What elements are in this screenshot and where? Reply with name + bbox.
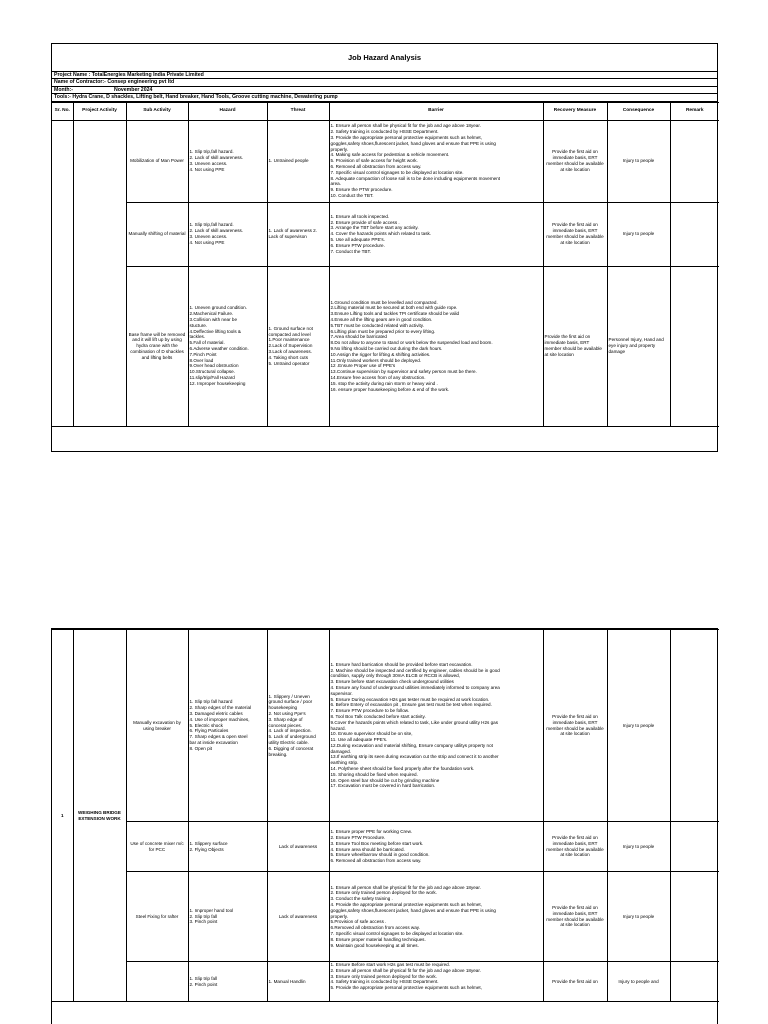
list-line: 6.Adverse weather condition. (189, 346, 249, 352)
list-line: 14. Polythene sheet should be fixed properly after the foundation work. (330, 766, 475, 772)
list-line: 3. Uneven access. (189, 234, 228, 240)
consequence-cell: Injury to people (607, 630, 670, 822)
list-line: 9.Cover the hazards points which related to task, Like under ground utility H2s gas (330, 719, 499, 725)
recovery-measure-cell: Provide the first aid on immediate basis, ERT member should be available at site location (543, 120, 607, 202)
list-line: condition, supply only through 30mA ELCB or RCCB is allowed, (330, 673, 460, 679)
list-line: 3. Sharp edge of (268, 716, 303, 722)
threat-list (269, 158, 328, 164)
list-line: utility Electric cable. (268, 739, 309, 745)
list-line: 3. Ensure only trained person deployed for the work. (330, 973, 437, 979)
threat-cell (267, 120, 329, 202)
threat-list (269, 326, 328, 367)
list-line: housekeeping (268, 705, 298, 711)
list-line: 11.slip/trip/Fall Hazard (189, 375, 235, 381)
list-line: 4. Lack of inspection. (268, 728, 312, 734)
list-line: 4. Ensure area should be barricated. (330, 846, 405, 852)
list-line: 5. Lack of underground (268, 734, 316, 740)
hazard-cell (188, 630, 267, 822)
list-line: 12 .Ensure Proper use of PPE's (330, 363, 396, 369)
remark-cell (670, 872, 719, 962)
threat-list (269, 979, 328, 985)
consequence-cell: Injury to people (607, 120, 670, 202)
consequence-cell: Injury to people (607, 202, 670, 266)
list-line: 14.Ensure free access from of any obstruction. (330, 375, 426, 381)
list-line: 10.Structural collapse. (189, 369, 235, 375)
header-barrier: Barrier (329, 102, 543, 120)
hazard-cell (188, 872, 267, 962)
header-consequence: Consequence (607, 102, 670, 120)
remark-cell (670, 202, 719, 266)
list-line: 2. Flying Objects (189, 846, 224, 852)
jha-table-page-1 (52, 102, 719, 427)
consequence-cell: Injury to people (607, 822, 670, 872)
hazard-cell (188, 962, 267, 1002)
list-line: 6. Before Entery of excavation pit , Ensure gas test must be test when required. (330, 702, 492, 708)
list-line: 5.Provision of safe access . (330, 919, 387, 925)
consequence-cell: Personnel Injury, Hand and eye injury and property damage (607, 266, 670, 426)
list-line: 2. Lack of skill awareness. (189, 155, 244, 161)
list-line: 2. Machine should be inspected and certified by engineer, cables should be in good (330, 667, 500, 673)
list-line: 1. Ensure all person shall be physical fit for the job and age above 18year. (330, 123, 481, 129)
list-line: 16. ensure proper housekeeping before & end of the work. (330, 386, 450, 392)
list-line: 17. Excavation must be covered in hard barrication. (330, 783, 436, 789)
recovery-measure-cell: Provide the first aid on (543, 962, 607, 1002)
recovery-measure-cell: Provide the first aid on immediate basis, ERT member should be available at site location (543, 202, 607, 266)
threat-cell (267, 630, 329, 822)
recovery-measure-cell: Provide the first aid on immediate basis, ERT member should be available at site location (543, 872, 607, 962)
table-row (52, 202, 719, 266)
consequence-cell: Injury to people and (607, 962, 670, 1002)
jha-sheet-page-1 (51, 43, 718, 452)
month-line (52, 87, 717, 94)
hazard-cell (188, 120, 267, 202)
month-value: November 2024 (114, 86, 153, 93)
project-activity-cell: WEIGHING BRIDGE EXTENSION WORK (73, 630, 126, 1002)
list-line: 4. Use of improper machines, (189, 716, 250, 722)
hazard-list (190, 222, 266, 245)
header-sub-activity: Sub Activity (126, 102, 188, 120)
barrier-list (331, 300, 542, 393)
list-line: 1. Ensure proper PPE for working Crew. (330, 829, 412, 835)
remark-cell (670, 630, 719, 822)
list-line: Lack of awareness (278, 913, 318, 919)
list-line: 1. Untrained people (268, 158, 309, 164)
remark-cell (670, 962, 719, 1002)
project-name: Project Name : TotalEnergies Marketing India Private Limited (52, 72, 717, 79)
list-line: 1. Slip trip,fall hazard. (189, 222, 234, 228)
list-line: 3.Collision with near be (189, 317, 237, 323)
list-line: 1. Ensure hard barrication should be provided before start excavation. (330, 661, 473, 667)
threat-cell (267, 202, 329, 266)
table-row (52, 630, 719, 822)
table-row (52, 266, 719, 426)
list-line: 6.Lifting plan must be prepared prior to every lifting. (330, 328, 436, 334)
list-line: 3. Uneven access. (189, 161, 228, 167)
list-line: 1.Ground condition must be levelled and compacted. (330, 299, 438, 305)
barrier-cell (329, 120, 543, 202)
list-line: 9.No lifting should be carried out during the dark hours. (330, 346, 443, 352)
threat-list (269, 914, 328, 920)
barrier-cell (329, 872, 543, 962)
hazard-cell (188, 822, 267, 872)
list-line: 6. Removed all obstraction from access way. (330, 858, 422, 864)
table-header-row (52, 102, 719, 120)
barrier-list (331, 214, 542, 255)
list-line: 1. Slip trip fall hazard (189, 699, 233, 705)
barrier-list (331, 123, 542, 198)
table-row (52, 872, 719, 962)
list-line: 2.Lifting material must be secured at both end with guide rope. (330, 305, 458, 311)
list-line: 7. Ensure PTW procedure to be follow. (330, 708, 410, 714)
list-line: 3.Ensure Lifting tools and tackles TPI certificate should be valid (330, 311, 460, 317)
list-line: 4.Deffective lifting tools & (189, 328, 241, 334)
threat-list (269, 844, 328, 850)
list-line: 8. Open pit (189, 745, 212, 751)
header-sr-no: Sr. No. (52, 102, 73, 120)
list-line: 10. Ensure supervisor should be on site, (330, 731, 413, 737)
jha-sheet-page-2 (51, 628, 718, 1024)
list-line: 12. Improper housekeeping (189, 380, 246, 386)
list-line: 1. Slip trip,fall hazard. (189, 149, 234, 155)
list-line: 2. Not using Ppe's (268, 711, 306, 716)
list-line: 3. Ensure Tool Box meeting before start work. (330, 840, 424, 846)
list-line: goggles,safety shoes,flurescent jacket, hand gloves and ensure that PPE is using (330, 140, 496, 146)
list-line: 1. Slip trip fall (189, 975, 218, 981)
list-line: 2. Sharp edges of the material (189, 705, 252, 711)
list-line: 15. Shoring should be fixed when required. (330, 771, 418, 777)
list-line: 4. Ensure any found of underground utilities immediately informed to company area (330, 684, 500, 690)
list-line: 5.TBT must be conducted related with activity. (330, 322, 425, 328)
remark-cell (670, 822, 719, 872)
list-line: 3. Conduct the safety training . (330, 896, 393, 902)
sub-activity-cell (126, 962, 188, 1002)
list-line: 4. Making safe access for pedestrian & vehicle movement. (330, 152, 450, 158)
barrier-list (331, 962, 542, 991)
hazard-list (190, 976, 266, 988)
list-line: 8. Ensure proper material handling techniques. (330, 936, 426, 942)
sub-activity-cell: Use of concrete mixer m/c for PCC (126, 822, 188, 872)
list-line: 3. Damaged eletric cables (189, 711, 243, 716)
month-label: Month:- (54, 86, 74, 93)
list-line: 2. Lack of skill awareness. (189, 228, 244, 234)
header-hazard: Hazard (188, 102, 267, 120)
sub-activity-cell: Steel Fixing for rafter (126, 872, 188, 962)
list-line: Lack of awareness (278, 843, 318, 849)
sub-activity-cell: Manually excavation by using breaker (126, 630, 188, 822)
list-line: 8. Tool Box Talk conducted before start activity. (330, 713, 426, 719)
recovery-measure-cell: Provide the first aid on immediate basis, ERT member should be available at site location (543, 822, 607, 872)
list-line: 16. Open steel bar should be cut by grinding machine (330, 777, 440, 783)
list-line: 6. Digging of concerat (268, 745, 314, 751)
sub-activity-cell: Base frame will be removed and it will lift up by using hydra crane with the combination of D shackles and lifting belts (126, 266, 188, 426)
list-line: 4. Provide the appropriate personal protective equipments such as helmet, (330, 902, 482, 907)
sub-activity-cell: Mobilization of Man Power (126, 120, 188, 202)
list-line: 1. Slippery / Uneven (268, 693, 310, 699)
list-line: 12.During excavation and material shifting, Ensure company utilitys property not (330, 742, 493, 748)
hazard-list (190, 699, 266, 751)
list-line: 4.Ensure all the lifting gears are in good condition. (330, 317, 433, 323)
threat-cell (267, 266, 329, 426)
sr-no-cell (52, 120, 73, 426)
table-row (52, 120, 719, 202)
list-line: goggles,safety shoes,flurescent jacket, hand gloves and ensure that PPE is using (330, 907, 496, 913)
table-row (52, 962, 719, 1002)
list-line: 5. Electric shock (189, 722, 223, 728)
list-line: concerat pieces. (268, 722, 302, 728)
barrier-cell (329, 962, 543, 1002)
barrier-list (331, 885, 542, 949)
list-line: 8.Over load (189, 357, 214, 363)
list-line: 2.Machenical Failure. (189, 311, 234, 317)
sub-activity-cell: Manually shifting of material (126, 202, 188, 266)
document-title: Job Hazard Analysis (52, 44, 717, 72)
list-line: 2. Ensure PTW Procedure. (330, 834, 386, 840)
barrier-cell (329, 822, 543, 872)
list-line: bar at inside excavation (189, 739, 238, 745)
list-line: 9. Ensure the PTW procedure. (330, 187, 393, 193)
list-line: 7. Specific visual control signages to be displayed at location site. (330, 930, 464, 936)
hazard-list (190, 305, 266, 386)
list-line: 10. Conduct the TBT. (330, 192, 374, 198)
list-line: 1. Manual Handlin (268, 978, 306, 984)
list-line: Lack of supervison (268, 234, 307, 240)
list-line: 13.If earthing strip its seen during excavation cut the strip and connect it to another (330, 754, 499, 760)
list-line: 6. Ensure PTW procedure. (330, 242, 385, 248)
list-line: 5.Fall of material. (189, 340, 225, 346)
list-line: 3. Arrange the TBT before start any activity. (330, 225, 419, 231)
list-line: 1. Uneven ground condition. (189, 305, 247, 311)
list-line: breaking. (268, 751, 288, 757)
table-row (52, 822, 719, 872)
threat-cell (267, 822, 329, 872)
list-line: 5. Use all adequate PPE's. (330, 236, 386, 242)
project-activity-cell (73, 120, 126, 426)
barrier-cell (329, 630, 543, 822)
list-line: 3.Lack of awareness. (268, 348, 312, 354)
list-line: earthing strip. (330, 760, 359, 766)
tools-line: Tools:- Hydra Crane, D shackles, Lifting belt, Hand breaker, Hand Tools, Groove cutting machine, Dewatering pump (52, 94, 717, 101)
barrier-cell (329, 266, 543, 426)
list-line: 2. Slip trip fall (189, 913, 218, 919)
list-line: 4. Taking short cuts (268, 354, 308, 360)
remark-cell (670, 266, 719, 426)
header-remark: Remark (670, 102, 719, 120)
list-line: 6.Removed all obstraction from access way. (330, 925, 421, 931)
list-line: 2. Safety training is conducted by HSSE Department. (330, 129, 439, 135)
list-line: 5. Untraind operator (268, 360, 310, 366)
list-line: 4. Safety training is conducted by HSSE Department. (330, 979, 439, 985)
list-line: damaged. (330, 748, 351, 754)
list-line: ground surface / poor (268, 699, 313, 705)
list-line: 9.Over head obstruction (189, 363, 239, 369)
barrier-list (331, 662, 542, 790)
list-line: tackles. (189, 334, 206, 340)
list-line: 5. Provide the appropriate personal protective equipments such as helmet, (330, 985, 482, 991)
threat-cell (267, 872, 329, 962)
list-line: hazard. (330, 725, 346, 731)
hazard-list (190, 841, 266, 853)
list-line: 13.Continue supervision by supervisor and safety person must be there. (330, 369, 477, 375)
list-line: 4. Not using PPE (189, 239, 225, 245)
list-line: 3. Pinch point (189, 919, 218, 925)
list-line: area. (330, 181, 341, 187)
list-line: properly. (330, 146, 349, 152)
header-project-activity: Project Activity (73, 102, 126, 120)
list-line: 1. Ground surface not (268, 325, 313, 331)
list-line: 7. Sharp edges & open steel (189, 734, 248, 740)
header-recovery-measure: Recovery Measure (543, 102, 607, 120)
threat-cell (267, 962, 329, 1002)
list-line: 5. Ensure During excavation H2s gas tester must be required at work location. (330, 696, 490, 702)
list-line: 10.Assign the rigger for lifting & shifting activities. (330, 351, 431, 357)
list-line: 7.Pinch Point (189, 351, 217, 357)
list-line: 2. Ensure provide of safe access . (330, 219, 400, 225)
list-line: 9. Maintain good housekeeping at all times. (330, 942, 419, 948)
list-line: properly. (330, 913, 349, 919)
list-line: 8.Do not allow to anyone to stand or work below the suspended load and boom. (330, 340, 493, 346)
list-line: supervisor. (330, 690, 353, 696)
list-line: 1. Improper hand tool (189, 907, 234, 913)
list-line: 7. Conduct the TBT. (330, 248, 372, 254)
sr-no-cell: 1 (52, 630, 73, 1002)
list-line: 1. Ensure all person shall be physical fit for the job and age above 18year. (330, 884, 481, 890)
list-line: 4. Cover the hazards points which related to task. (330, 231, 432, 237)
list-line: 2. Ensure all person shall be physical fit for the job and age above 18year. (330, 967, 481, 973)
list-line: 6. Flying Particales (189, 728, 229, 734)
list-line: 1.Poor maintenance (268, 337, 310, 343)
jha-table-page-2 (52, 629, 719, 1002)
list-line: compacted and level (268, 331, 311, 337)
list-line: 11. Use all adequate PPE's. (330, 737, 388, 743)
recovery-measure-cell: Provide the first aid on immediate basis, ERT member should be available at site location (543, 630, 607, 822)
list-line: 1. Slippery surface (189, 840, 228, 846)
list-line: 7.Area should be barricated (330, 334, 387, 340)
contractor-name: Name of Contractor:- Consep engineering pvt ltd (52, 79, 717, 86)
header-threat: Threat (267, 102, 329, 120)
barrier-cell (329, 202, 543, 266)
list-line: stucture. (189, 322, 208, 328)
list-line: 3. Ensure before start excavation check underground utilities (330, 679, 454, 685)
hazard-cell (188, 266, 267, 426)
list-line: 2. Pinch point (189, 981, 218, 987)
remark-cell (670, 120, 719, 202)
consequence-cell: Injury to people (607, 872, 670, 962)
list-line: 4. Not using PPE (189, 166, 225, 172)
hazard-cell (188, 202, 267, 266)
recovery-measure-cell: Provide the first aid on immediate basis, ERT member should be available at site location (543, 266, 607, 426)
list-line: 2. Ensure only trained person deployed for the work. (330, 890, 437, 896)
list-line: 15. stop the activity during rain storm or heavy wind . (330, 380, 438, 386)
list-line: 5. Provision of safe access for height work. (330, 158, 418, 164)
threat-list (269, 228, 328, 240)
list-line: 1. Ensure Before start work H2s gas test must be required. (330, 962, 450, 967)
list-line: 11.Only trained workers should be deployed. (330, 357, 422, 363)
list-line: 6. Removed all obstraction from access way. (330, 163, 422, 169)
list-line: 7. Specific visual control signages to be displayed at location site. (330, 169, 464, 175)
list-line: 8. Adequate compaction of loose soil is to be done including equipments movement (330, 175, 501, 181)
list-line: 1. Lack of awareness 2. (268, 228, 318, 234)
hazard-list (190, 149, 266, 172)
list-line: 1. Ensure all tools inspected. (330, 213, 390, 219)
threat-list (269, 694, 328, 758)
hazard-list (190, 908, 266, 925)
list-line: 2.Lack of Supervision (268, 343, 313, 349)
list-line: 3. Provide the appropriate personal protective equipments such as helmet, (330, 134, 482, 140)
list-line: 5. Ensure wheelbarrow should in good condition. (330, 852, 430, 858)
barrier-list (331, 829, 542, 864)
